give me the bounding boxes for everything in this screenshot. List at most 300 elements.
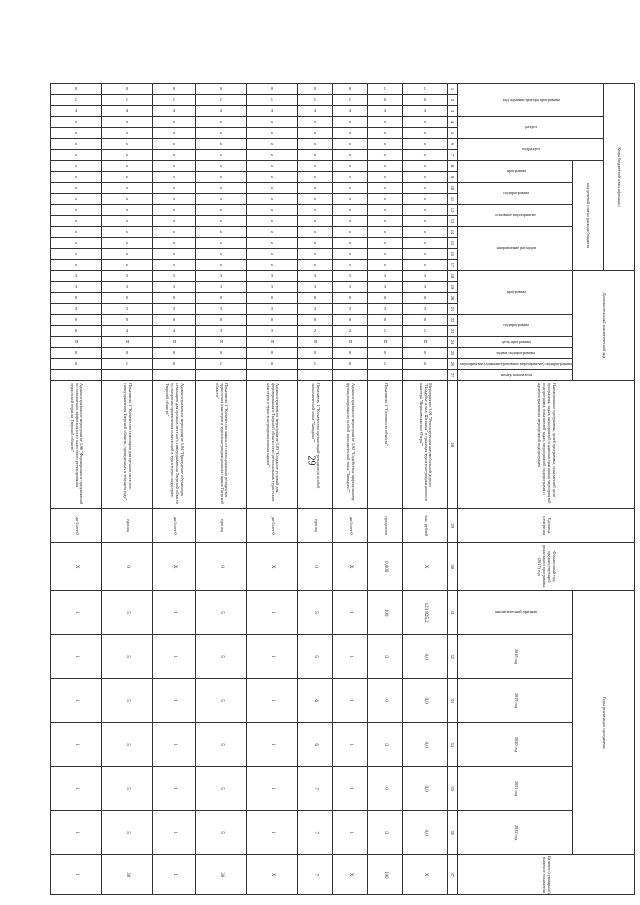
row-year-value: 1	[247, 679, 298, 723]
column-number: 33	[448, 679, 458, 723]
code-cell: 1	[298, 359, 333, 370]
code-cell: х	[196, 227, 247, 238]
code-cell: х	[153, 194, 196, 205]
code-cell: 3	[153, 304, 196, 315]
row-year-value: 0	[368, 767, 403, 811]
code-cell: 3	[368, 271, 403, 282]
code-cell: 3	[102, 282, 153, 293]
row-year-value: 0,0	[403, 723, 448, 767]
code-cell: х	[196, 161, 247, 172]
code-cell: 3	[102, 271, 153, 282]
code-cell: х	[368, 117, 403, 128]
code-cell: 3	[51, 271, 102, 282]
code-cell: х	[298, 150, 333, 161]
row-year-value: 123 825,2	[403, 591, 448, 635]
code-cell: 3	[403, 282, 448, 293]
code-cell: 0	[153, 84, 196, 95]
code-cell: х	[298, 183, 333, 194]
code-cell: х	[247, 161, 298, 172]
code-cell: 0	[368, 348, 403, 359]
row-year-value: 1	[153, 635, 196, 679]
code-cell: х	[368, 161, 403, 172]
row-year-value: 5	[102, 723, 153, 767]
row-year-value: 1	[333, 635, 368, 679]
row-year-value: 100	[368, 591, 403, 635]
code-cell: х	[102, 227, 153, 238]
code-cell: 0	[153, 315, 196, 326]
row-year-value: 7	[298, 767, 333, 811]
code-cell: х	[298, 205, 333, 216]
row-fin-year-value: Х	[247, 543, 298, 591]
code-cell: П	[368, 337, 403, 348]
code-cell: х	[196, 117, 247, 128]
razdel-header: раздел	[458, 117, 604, 139]
code-cell: 0	[333, 348, 368, 359]
code-cell: х	[403, 117, 448, 128]
row-year-value: 0	[368, 723, 403, 767]
subcat-header: код целевой статьи расхода бюджета	[573, 161, 604, 271]
code-cell: 3	[153, 282, 196, 293]
code-cell: х	[51, 205, 102, 216]
code-cell: 3	[333, 304, 368, 315]
code-cell: 1	[333, 95, 368, 106]
code-cell: х	[247, 117, 298, 128]
code-cell: х	[298, 227, 333, 238]
row-name: Мероприятие 3.01 "Реконструкция автомобильной дороги "Поддубье и вкл. Шешина" в границах туристско-рекреационного кластера "Верхневолжские Озера""	[403, 381, 448, 509]
code-cell: х	[102, 117, 153, 128]
code-cell: х	[403, 128, 448, 139]
code-cell: х	[333, 150, 368, 161]
code-cell: х	[102, 161, 153, 172]
code-cell: х	[247, 216, 298, 227]
code-cell: 0	[153, 293, 196, 304]
row-year-value: 1	[247, 811, 298, 855]
code-cell	[368, 370, 403, 381]
row-final-value: 30	[102, 855, 153, 895]
row-year-value: 5	[102, 679, 153, 723]
code-cell	[102, 370, 153, 381]
column-number: 37	[448, 855, 458, 895]
table-row	[51, 84, 102, 895]
column-number: 25	[448, 348, 458, 359]
row-year-value: 0,0	[403, 635, 448, 679]
dop-indicator-header: номер показателя	[458, 370, 573, 381]
code-cell	[196, 370, 247, 381]
column-number: 34	[448, 723, 458, 767]
code-cell: 3	[51, 304, 102, 315]
code-cell: 0	[51, 315, 102, 326]
code-cell: х	[403, 205, 448, 216]
code-cell	[51, 370, 102, 381]
landscape-table-container	[69, 83, 635, 894]
program-indicators-table	[50, 83, 635, 895]
code-cell: 0	[333, 84, 368, 95]
code-cell: х	[333, 139, 368, 150]
code-cell: 0	[247, 348, 298, 359]
row-year-value: 0	[368, 635, 403, 679]
row-year-value: 1	[153, 767, 196, 811]
row-year-value: 6	[298, 679, 333, 723]
code-cell: 3	[368, 304, 403, 315]
years-header: Годы реализации программы	[573, 591, 635, 855]
year-header-2022: 2022 год	[458, 811, 573, 855]
row-year-value: 6	[298, 723, 333, 767]
column-number: 5	[448, 128, 458, 139]
code-cell: х	[153, 205, 196, 216]
code-cell: х	[153, 183, 196, 194]
code-cell: 0	[298, 348, 333, 359]
row-final-value: 1	[51, 855, 102, 895]
column-number: 8	[448, 161, 458, 172]
table-row	[368, 84, 403, 895]
code-cell: 1	[247, 95, 298, 106]
code-cell: 3	[51, 282, 102, 293]
row-fin-year-value: 0,000	[368, 543, 403, 591]
dop-programma-header: программа	[458, 271, 573, 315]
code-cell: х	[298, 161, 333, 172]
code-cell: 0	[403, 359, 448, 370]
code-cell: х	[247, 183, 298, 194]
code-cell: 0	[247, 293, 298, 304]
osn-header: основное мероприятие	[458, 205, 573, 227]
row-unit: единиц	[196, 509, 247, 543]
row-year-value: 1	[51, 591, 102, 635]
row-fin-year-value: Х	[153, 543, 196, 591]
code-cell: 0	[247, 359, 298, 370]
code-cell: х	[368, 238, 403, 249]
row-year-value: 5	[102, 811, 153, 855]
code-cell: х	[102, 128, 153, 139]
code-cell: 1	[196, 95, 247, 106]
code-cell: 0	[298, 293, 333, 304]
code-cell: х	[247, 128, 298, 139]
code-cell: 3	[403, 304, 448, 315]
column-number-row	[448, 84, 458, 895]
code-cell: 3	[196, 326, 247, 337]
row-year-value: 1	[153, 811, 196, 855]
code-cell: х	[368, 205, 403, 216]
column-number: 7	[448, 150, 458, 161]
row-year-value: 1	[51, 811, 102, 855]
code-cell: х	[403, 194, 448, 205]
code-cell: 4	[333, 106, 368, 117]
year-header-2020: 2020 год	[458, 723, 573, 767]
code-cell: Я	[298, 337, 333, 348]
code-cell: х	[368, 216, 403, 227]
code-cell: 1	[298, 95, 333, 106]
code-cell: х	[333, 249, 368, 260]
code-cell: 4	[51, 106, 102, 117]
code-cell: 4	[298, 106, 333, 117]
row-year-value: 5	[298, 635, 333, 679]
fin-year-header: Финансовый год, предшествующий реализации программы, (2017) год	[458, 543, 635, 591]
row-year-value: 7	[298, 811, 333, 855]
row-year-value: 0	[368, 679, 403, 723]
row-year-value: 1	[51, 679, 102, 723]
row-year-value: 1	[51, 767, 102, 811]
column-number: 27	[448, 370, 458, 381]
row-year-value: 5	[102, 767, 153, 811]
column-number: 16	[448, 249, 458, 260]
programma-header: программа	[458, 161, 573, 183]
code-cell: х	[403, 238, 448, 249]
code-cell: х	[333, 128, 368, 139]
column-number: 19	[448, 282, 458, 293]
code-cell: х	[403, 227, 448, 238]
code-cell: 4	[153, 326, 196, 337]
row-unit: да-1/нет-0	[153, 509, 196, 543]
row-year-value: 1	[333, 591, 368, 635]
row-name: Административное мероприятие 3.04 "Проведение обучающих семинаров для органов местного самоуправления Тверской области по вопросам привлечения инвестиций в туристскую индустрию Тверской области"	[153, 381, 196, 509]
row-year-value: 1	[247, 591, 298, 635]
row-year-value: 1	[51, 723, 102, 767]
name-header: Наименование программы, целей программы, показателей цели программы, задач, мероприятий и административных мероприятий подпрограмм, показателей задач, мероприятий подпрограмм и административных мероприятий подпрограмм	[458, 381, 635, 509]
code-cell: 0	[333, 359, 368, 370]
code-cell: 3	[196, 271, 247, 282]
column-number: 9	[448, 172, 458, 183]
code-cell: Я	[102, 337, 153, 348]
code-cell: 0	[403, 315, 448, 326]
row-year-value: 0,0	[403, 679, 448, 723]
row-final-value: 100	[368, 855, 403, 895]
code-cell: х	[196, 249, 247, 260]
code-cell: х	[51, 260, 102, 271]
code-cell: 3	[196, 304, 247, 315]
napr-header: направление расходов	[458, 227, 573, 271]
code-cell: х	[247, 260, 298, 271]
code-cell: 0	[196, 315, 247, 326]
code-cell: х	[368, 260, 403, 271]
code-cell: х	[368, 150, 403, 161]
code-cell: 3	[368, 282, 403, 293]
row-year-value: 0	[368, 811, 403, 855]
column-number: 1	[448, 84, 458, 95]
code-cell: 0	[368, 293, 403, 304]
code-cell: 0	[196, 84, 247, 95]
code-cell: 0	[102, 84, 153, 95]
code-cell: х	[153, 161, 196, 172]
row-final-value: Х	[403, 855, 448, 895]
table-row	[102, 84, 153, 895]
code-cell: 3	[153, 271, 196, 282]
code-cell: х	[333, 117, 368, 128]
column-number: 12	[448, 205, 458, 216]
code-cell: х	[333, 183, 368, 194]
column-number: 23	[448, 326, 458, 337]
column-number: 10	[448, 183, 458, 194]
code-cell: х	[51, 249, 102, 260]
code-cell: 0	[403, 293, 448, 304]
row-year-value: 0,0	[403, 767, 448, 811]
code-cell: х	[333, 205, 368, 216]
code-cell: 4	[403, 106, 448, 117]
row-name: Административное мероприятие 3.03 "Создание условий для формирования в Тверской области сети региональных туристских кластеров и туристско-рекреационных парков"	[247, 381, 298, 509]
row-year-value: 1	[333, 811, 368, 855]
column-number: 4	[448, 117, 458, 128]
code-cell: х	[298, 128, 333, 139]
code-cell: х	[102, 249, 153, 260]
row-year-value: 5	[196, 767, 247, 811]
dop-code-header: Дополнительный аналитический код	[573, 271, 635, 381]
code-cell: 4	[247, 106, 298, 117]
row-fin-year-value: Х	[51, 543, 102, 591]
code-cell: 0	[403, 95, 448, 106]
code-cell: Я	[153, 337, 196, 348]
row-year-value: 1	[247, 723, 298, 767]
row-year-value: 1	[333, 767, 368, 811]
code-cell: х	[51, 117, 102, 128]
row-final-value: Х	[247, 855, 298, 895]
year-header-2019: 2019 год	[458, 679, 573, 723]
row-final-value: Х	[333, 855, 368, 895]
row-name: Показатель 1 "Количество организаций-резидентов особой экономической зоны "Завидово""	[298, 381, 333, 509]
code-cell: 3	[196, 282, 247, 293]
code-cell: 0	[368, 315, 403, 326]
row-year-value: 5	[196, 635, 247, 679]
column-number: 35	[448, 767, 458, 811]
final-value-header: Целевое (суммарное) значение показателя	[458, 855, 635, 895]
code-cell: х	[298, 216, 333, 227]
code-cell: х	[333, 260, 368, 271]
row-fin-year-value: 0	[102, 543, 153, 591]
code-cell: х	[153, 172, 196, 183]
row-year-value: 1	[153, 723, 196, 767]
code-cell: 0	[298, 315, 333, 326]
row-year-value: 5	[196, 811, 247, 855]
code-cell: х	[247, 205, 298, 216]
code-cell: х	[196, 139, 247, 150]
code-cell: 0	[51, 359, 102, 370]
code-cell: х	[196, 183, 247, 194]
row-year-value: 1	[247, 635, 298, 679]
code-cell: 0	[153, 359, 196, 370]
code-cell: 1	[403, 84, 448, 95]
row-unit: да-1/нет-0	[247, 509, 298, 543]
column-number: 31	[448, 591, 458, 635]
code-cell	[153, 370, 196, 381]
code-cell: х	[333, 238, 368, 249]
dop-event-header: мероприятие (административное мероприятие) подпрограммы	[458, 359, 573, 370]
code-cell: 1	[102, 359, 153, 370]
row-fin-year-value: 0	[298, 543, 333, 591]
table-row	[247, 84, 298, 895]
code-cell: 0	[247, 84, 298, 95]
code-cell: х	[51, 150, 102, 161]
code-cell: х	[102, 139, 153, 150]
code-cell: х	[403, 260, 448, 271]
code-cell: 1	[196, 359, 247, 370]
code-cell: 0	[153, 348, 196, 359]
code-cell: х	[368, 139, 403, 150]
code-cell: х	[333, 194, 368, 205]
row-year-value: 5	[196, 723, 247, 767]
column-number: 11	[448, 194, 458, 205]
code-cell: х	[247, 249, 298, 260]
row-unit: процентов	[368, 509, 403, 543]
code-cell: х	[298, 172, 333, 183]
unit-header: Единица измерения	[458, 509, 635, 543]
code-cell: х	[298, 260, 333, 271]
table-viewport	[69, 83, 635, 894]
column-number: 2	[448, 95, 458, 106]
code-cell: Я	[333, 337, 368, 348]
code-cell: 3	[247, 282, 298, 293]
code-cell: х	[368, 172, 403, 183]
dop-analytic-header: аналитический признак	[458, 591, 573, 635]
code-cell: х	[196, 194, 247, 205]
row-final-value: 30	[196, 855, 247, 895]
table-row	[153, 84, 196, 895]
code-cell: 1	[368, 359, 403, 370]
row-unit: да-1/нет-0	[333, 509, 368, 543]
code-cell: х	[51, 216, 102, 227]
column-number: 32	[448, 635, 458, 679]
code-cell: 3	[247, 326, 298, 337]
row-unit: тыс. рублей	[403, 509, 448, 543]
code-cell: х	[153, 117, 196, 128]
code-cell: х	[153, 260, 196, 271]
row-year-value: 0,0	[403, 811, 448, 855]
row-year-value: 1	[247, 767, 298, 811]
code-cell: х	[368, 227, 403, 238]
row-year-value: 5	[102, 635, 153, 679]
code-cell: х	[51, 172, 102, 183]
row-year-value: 5	[102, 591, 153, 635]
code-cell: х	[403, 249, 448, 260]
code-cell: х	[298, 194, 333, 205]
row-name: Показатель 1 "Количество семинаров для органов местного самоуправления Тверской области, проведенных в текущем году"	[102, 381, 153, 509]
column-number: 30	[448, 543, 458, 591]
code-cell	[333, 370, 368, 381]
code-cell: 0	[51, 293, 102, 304]
row-name: Показатель 1 "Готовность объекта"	[368, 381, 403, 509]
column-number: 20	[448, 293, 458, 304]
code-cell: х	[333, 216, 368, 227]
code-cell: 3	[403, 271, 448, 282]
code-cell: 0	[51, 348, 102, 359]
code-cell: х	[196, 260, 247, 271]
code-cell: 1	[102, 95, 153, 106]
row-fin-year-value: 0	[196, 543, 247, 591]
table-row	[298, 84, 333, 895]
code-cell: 0	[368, 95, 403, 106]
code-cell: х	[368, 128, 403, 139]
code-cell: х	[368, 183, 403, 194]
code-cell: 2	[298, 326, 333, 337]
code-cell: х	[368, 249, 403, 260]
code-cell: х	[196, 172, 247, 183]
code-cell: 0	[51, 84, 102, 95]
code-cell: 3	[298, 271, 333, 282]
row-fin-year-value: Х	[403, 543, 448, 591]
row-name: Показатель 1 "Количество заявок от потенциальных резидентов туристских кластеров и туристско-рекреационных парков Тверской области"	[196, 381, 247, 509]
code-cell: Я	[247, 337, 298, 348]
page-number: 29	[305, 455, 317, 466]
column-number: 3	[448, 106, 458, 117]
code-cell: х	[51, 139, 102, 150]
code-cell: х	[153, 249, 196, 260]
code-cell: 1	[368, 326, 403, 337]
code-cell: 0	[403, 348, 448, 359]
dop-podprogramma-header: подпрограмма	[458, 315, 573, 337]
code-cell: 3	[333, 271, 368, 282]
code-cell: 0	[102, 293, 153, 304]
code-cell: х	[247, 238, 298, 249]
code-cell: х	[153, 216, 196, 227]
column-number: 26	[448, 359, 458, 370]
table-row	[333, 84, 368, 895]
row-unit: единиц	[102, 509, 153, 543]
